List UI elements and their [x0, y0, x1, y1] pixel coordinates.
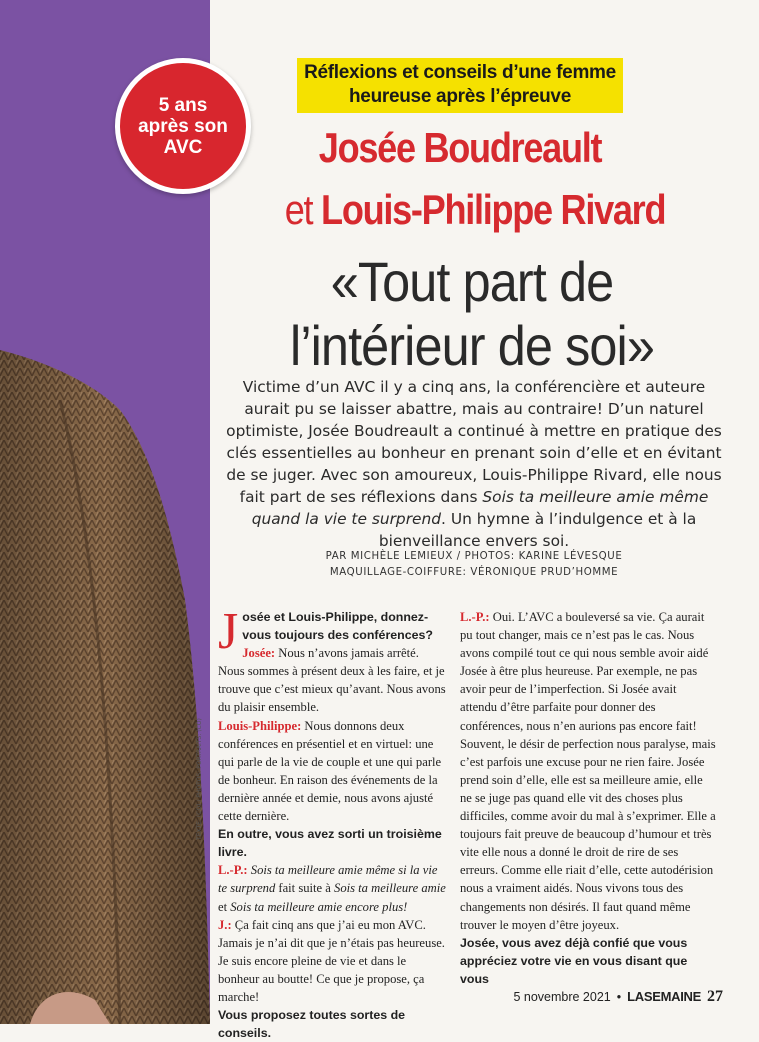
- question-4: Josée, vous avez déjà confié que vous appréciez votre vie en vous disant que vous: [460, 935, 688, 986]
- book-title-1: Sois ta meilleure amie même si la vie te surprend: [218, 863, 438, 896]
- speaker-josee: Josée:: [242, 646, 276, 661]
- book-title-3: Sois ta meilleure amie encore plus!: [230, 899, 408, 914]
- question-2: En outre, vous avez sorti un troisième livre.: [218, 827, 442, 860]
- intro-book-title: Sois ta meilleure amie même quand la vie te surprend: [251, 488, 709, 528]
- badge-line-2: après son: [138, 115, 228, 137]
- kicker-line-1: Réflexions et conseils d’une femme: [304, 62, 616, 83]
- article-column-1: [218, 603, 448, 1042]
- badge-line-3: AVC: [163, 136, 203, 158]
- answer-5: Oui. L’AVC a bouleversé sa vie. Ça aurait pu tout changer, mais ce n’est pas le cas. Nous avons compilé tout ce qui nous semble avoir aidé Josée à être plus heureuse. Par exemple, ne pas avoir peur de l’imperfection. Si Josée avait attendu d’être parfaite pour donner des conférences, nous n’en aurions pas encore fait! Souvent, le désir de perfection nous paralyse, mais c’est parfois une excuse pour ne rien faire. Josée prend soin d’elle, elle est sa meilleure amie, elle ne se juge pas quand elle vit des choses plus difficiles, comme avoir du mal à s’exprimer. Elle a toujours fait preuve de beaucoup d’humour et très vite elle nous a donné le droit de rire de ses erreurs. Comme elle riait d’elle, cette autodérision nous a vraiment aidés. Nous vivons tous des changements non désirés. Il faut quand même trouver le moyen d’être joyeux.: [460, 610, 716, 932]
- issue-date: 5 novembre 2021: [513, 990, 611, 1004]
- answer-3-text-1: fait suite à: [275, 881, 335, 896]
- drop-cap: J: [218, 603, 239, 660]
- book-title-2: Sois ta meilleure amie: [334, 881, 446, 896]
- publication-name: [627, 989, 701, 1004]
- intro-text-after: . Un hymne à l’indulgence et à la bienveillance envers soi.: [378, 510, 697, 550]
- credits: [240, 549, 708, 581]
- speaker-louis-philippe: Louis-Philippe:: [218, 718, 302, 733]
- question-1: osée et Louis-Philippe, donnez-vous toujours des conférences?: [242, 610, 433, 643]
- speaker-j: J.:: [218, 917, 232, 932]
- title-conjunction: et: [284, 186, 313, 233]
- title-name-2: [251, 186, 698, 234]
- kicker-line-2: heureuse après l’épreuve: [349, 86, 571, 107]
- badge-line-1: 5 ans: [158, 94, 208, 116]
- page-footer: [513, 988, 723, 1006]
- headline-line-2: l’intérieur de soi»: [290, 314, 654, 377]
- intro-paragraph: [220, 376, 728, 552]
- intro-text-before: Victime d’un AVC il y a cinq ans, la conférencière et auteure aurait pu se laisser abattre, mais au contraire! D’un naturel optimiste, Josée Boudreault a continué à mettre en pratique des clés essentielles au bonheur en prenant soin d’elle et en évitant de se juger. Avec son amoureux, Louis-Philippe Rivard, elle nous fait part de ses réflexions dans: [226, 378, 722, 506]
- answer-2: Nous donnons deux conférences en présentiel et en virtuel: une qui parle de la vie de couple et une qui parle de bonheur. En raison des événements de la dernière année et demie, nous avons ajusté cette dernière.: [218, 718, 442, 824]
- headline-quote: [247, 250, 697, 378]
- answer-1: Nous n’avons jamais arrêté. Nous sommes à présent deux à les faire, et je trouve que c’est mieux qu’avant. Nous avons du plaisir ensemble.: [218, 646, 446, 715]
- article-column-2: [460, 608, 716, 988]
- photo-credit: TEXTE: (CO) / PHOTOS: PORTRAITS: (CO): [196, 718, 203, 840]
- speaker-lp-2: L.-P.:: [460, 610, 490, 624]
- answer-4: Ça fait cinq ans que j’ai eu mon AVC. Jamais je n’ai dit que je n’étais pas heureuse. Je suis encore pleine de vie et dans le bonheur au boutte! Ce que je propose, ça marche!: [218, 917, 445, 1004]
- kicker-banner: [297, 58, 623, 113]
- footer-separator: •: [616, 990, 622, 1004]
- title-name-1: Josée Boudreault: [318, 124, 602, 171]
- page-number: 27: [707, 988, 723, 1005]
- answer-3-text-2: et: [218, 899, 231, 914]
- pub-main: SEMAINE: [643, 989, 701, 1004]
- title-name-2-bold: Louis-Philippe Rivard: [321, 186, 666, 233]
- question-3: Vous proposez toutes sortes de conseils.: [218, 1008, 406, 1041]
- credits-line-2: MAQUILLAGE-COIFFURE: VÉRONIQUE PRUD’HOMME: [329, 567, 619, 578]
- credits-line-1: PAR MICHÈLE LEMIEUX / PHOTOS: KARINE LÉVESQUE: [325, 551, 623, 562]
- pub-prefix: LA: [627, 989, 644, 1004]
- anniversary-badge: [115, 58, 251, 194]
- headline-line-1: «Tout part de: [330, 250, 614, 313]
- speaker-lp: L.-P.:: [218, 863, 248, 878]
